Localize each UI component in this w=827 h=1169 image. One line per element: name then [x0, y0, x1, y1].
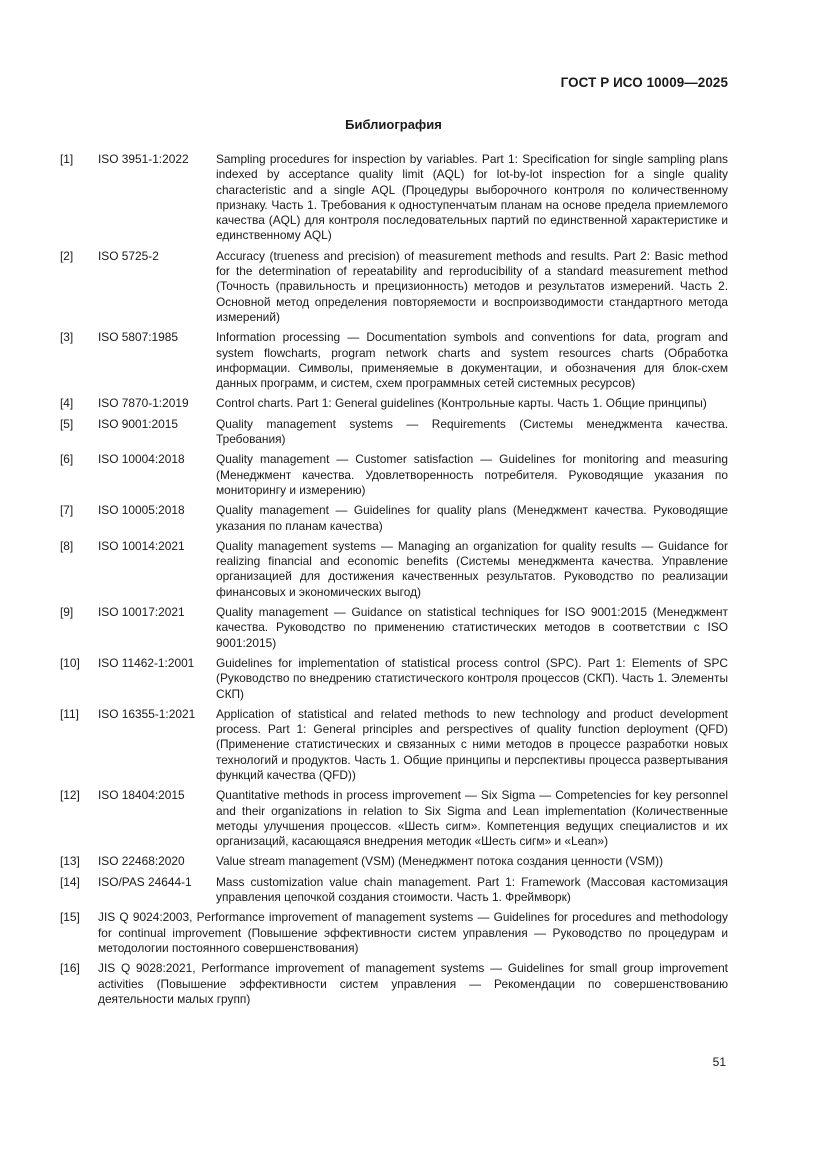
- bib-entry: [60, 875, 728, 906]
- entry-code: ISO 10014:2021: [98, 538, 185, 553]
- entry-text: Information processing — Documentation symbols and conventions for data, program and system flowcharts, program network charts and system resources charts (Обработка информации. Символы, применяемые в документации, и обозначения для блок-схем данных программ, и систем, схем программных сетей системных ресурсов): [216, 330, 728, 391]
- bib-entry: [60, 656, 728, 702]
- bib-entry: [60, 417, 728, 448]
- entry-text: Quality management — Guidance on statistical techniques for ISO 9001:2015 (Менеджмент качества. Руководство по применению статистических методов в соответствии с ISO 9001:2015): [216, 605, 728, 650]
- page-title: Библиография: [345, 117, 442, 132]
- entry-number: [9]: [60, 605, 74, 620]
- entry-text: Mass customization value chain management. Part 1: Framework (Массовая кастомизация управления цепочкой создания стоимости. Часть 1. Фреймворк): [216, 874, 728, 905]
- entry-number: [11]: [60, 706, 79, 721]
- entry-code: ISO 9001:2015: [98, 416, 178, 431]
- entry-number: [8]: [60, 538, 74, 553]
- entry-number: [1]: [60, 152, 74, 166]
- entry-code: ISO 3951-1:2022: [98, 152, 189, 166]
- entry-text: Sampling procedures for inspection by variables. Part 1: Specification for single sampling plans indexed by acceptance quality limit (AQL) for lot-by-lot inspection for a single quality characteristic and a single AQL (Процедуры выборочного контроля по количественному признаку. Часть 1. Требования к одноступенчатым планам на основе предела приемлемого качества (AQL) для контроля последовательных партий по единственной характеристике и единственному AQL): [216, 152, 728, 243]
- entry-number: [13]: [60, 854, 80, 869]
- entry-code: ISO 7870-1:2019: [98, 396, 189, 411]
- bib-entry: [60, 605, 728, 651]
- entry-text: Quality management — Customer satisfaction — Guidelines for monitoring and measuring (Менеджмент качества. Удовлетворенность потребителя. Руководящие указания по мониторингу и измерению): [216, 452, 728, 497]
- entry-code: ISO 10017:2021: [98, 605, 185, 620]
- bib-entry: [60, 152, 728, 244]
- entry-text: Quantitative methods in process improvement — Six Sigma — Competencies for key personnel and their organizations in relation to Six Sigma and Lean implementation (Количественные методы улучшения процессов. «Шесть сигм». Компетенция ведущих специалистов и их организаций, касающаяся внедрения методик «Шесть сигм» и «Lean»): [216, 788, 728, 849]
- entry-number: [15]: [60, 910, 80, 925]
- entry-text: Control charts. Part 1: General guidelines (Контрольные карты. Часть 1. Общие принципы): [216, 396, 707, 411]
- bib-entry: [60, 503, 728, 534]
- bib-entry: [60, 961, 728, 1007]
- entry-text: JIS Q 9024:2003, Performance improvement of management systems — Guidelines for procedures and methodology for continual improvement (Повышение эффективности систем управления — Руководство по процедурам и методологии постоянного совершенствования): [98, 910, 728, 955]
- entry-text: Application of statistical and related methods to new technology and product development process. Part 1: General principles and perspectives of quality function deployment (QFD) (Применение статистических и связанных с ними методов в процессе разработки новых технологий и продуктов. Часть 1. Общие принципы и перспективы процесса развертывания функций качества (QFD)): [216, 706, 728, 782]
- entry-text: Guidelines for implementation of statistical process control (SPC). Part 1: Elements of SPC (Руководство по внедрению статистического контроля процессов (СКП). Часть 1. Элементы СКП): [216, 655, 728, 701]
- bib-entry: [60, 539, 728, 600]
- bib-entry: [60, 452, 728, 498]
- entry-number: [6]: [60, 452, 74, 467]
- document-header: ГОСТ Р ИСО 10009—2025: [560, 75, 728, 90]
- entry-code: ISO 16355-1:2021: [98, 706, 196, 721]
- entry-code: ISO 18404:2015: [98, 788, 185, 803]
- bib-entry: [60, 910, 728, 956]
- page-number: 51: [712, 1055, 726, 1069]
- entry-number: [3]: [60, 330, 74, 345]
- entry-text: Quality management systems — Managing an organization for quality results — Guidance for realizing financial and economic benefits (Системы менеджмента качества. Управление организацией для достижения качественных результатов. Руководство по реализации финансовых и экономических выгод): [216, 538, 728, 599]
- entry-text: Accuracy (trueness and precision) of measurement methods and results. Part 2: Basic method for the determination of repeatability and reproducibility of a standard measurement method (Точность (правильность и прецизионность) методов и результатов измерений. Часть 2. Основной метод определения повторяемости и воспроизводимости стандартного метода измерений): [216, 248, 728, 324]
- entry-number: [16]: [60, 961, 80, 976]
- entry-text: Quality management systems — Requirements (Системы менеджмента качества. Требования): [216, 416, 728, 447]
- bibliography-list: [60, 152, 728, 1012]
- bib-entry: [60, 788, 728, 849]
- entry-number: [14]: [60, 874, 80, 889]
- entry-number: [2]: [60, 248, 74, 263]
- entry-text: Value stream management (VSM) (Менеджмент потока создания ценности (VSM)): [216, 854, 664, 869]
- bib-entry: [60, 396, 728, 411]
- entry-code: ISO 5725-2: [98, 248, 159, 263]
- entry-number: [5]: [60, 416, 74, 431]
- entry-code: ISO 5807:1985: [98, 330, 178, 345]
- entry-number: [12]: [60, 788, 80, 803]
- bib-entry: [60, 854, 728, 869]
- entry-code: ISO 22468:2020: [98, 854, 185, 869]
- entry-text: JIS Q 9028:2021, Performance improvement of management systems — Guidelines for small group improvement activities (Повышение эффективности систем управления — Рекомендации по совершенствованию деятельности малых групп): [98, 961, 728, 1006]
- bib-entry: [60, 249, 728, 325]
- entry-number: [4]: [60, 396, 74, 411]
- entry-number: [10]: [60, 655, 80, 670]
- entry-code: ISO/PAS 24644-1: [98, 874, 192, 889]
- entry-code: ISO 10004:2018: [98, 452, 185, 467]
- entry-code: ISO 11462-1:2001: [98, 655, 195, 670]
- bib-entry: [60, 330, 728, 391]
- entry-number: [7]: [60, 503, 74, 518]
- entry-code: ISO 10005:2018: [98, 503, 185, 518]
- entry-text: Quality management — Guidelines for quality plans (Менеджмент качества. Руководящие указания по планам качества): [216, 503, 728, 533]
- bib-entry: [60, 707, 728, 783]
